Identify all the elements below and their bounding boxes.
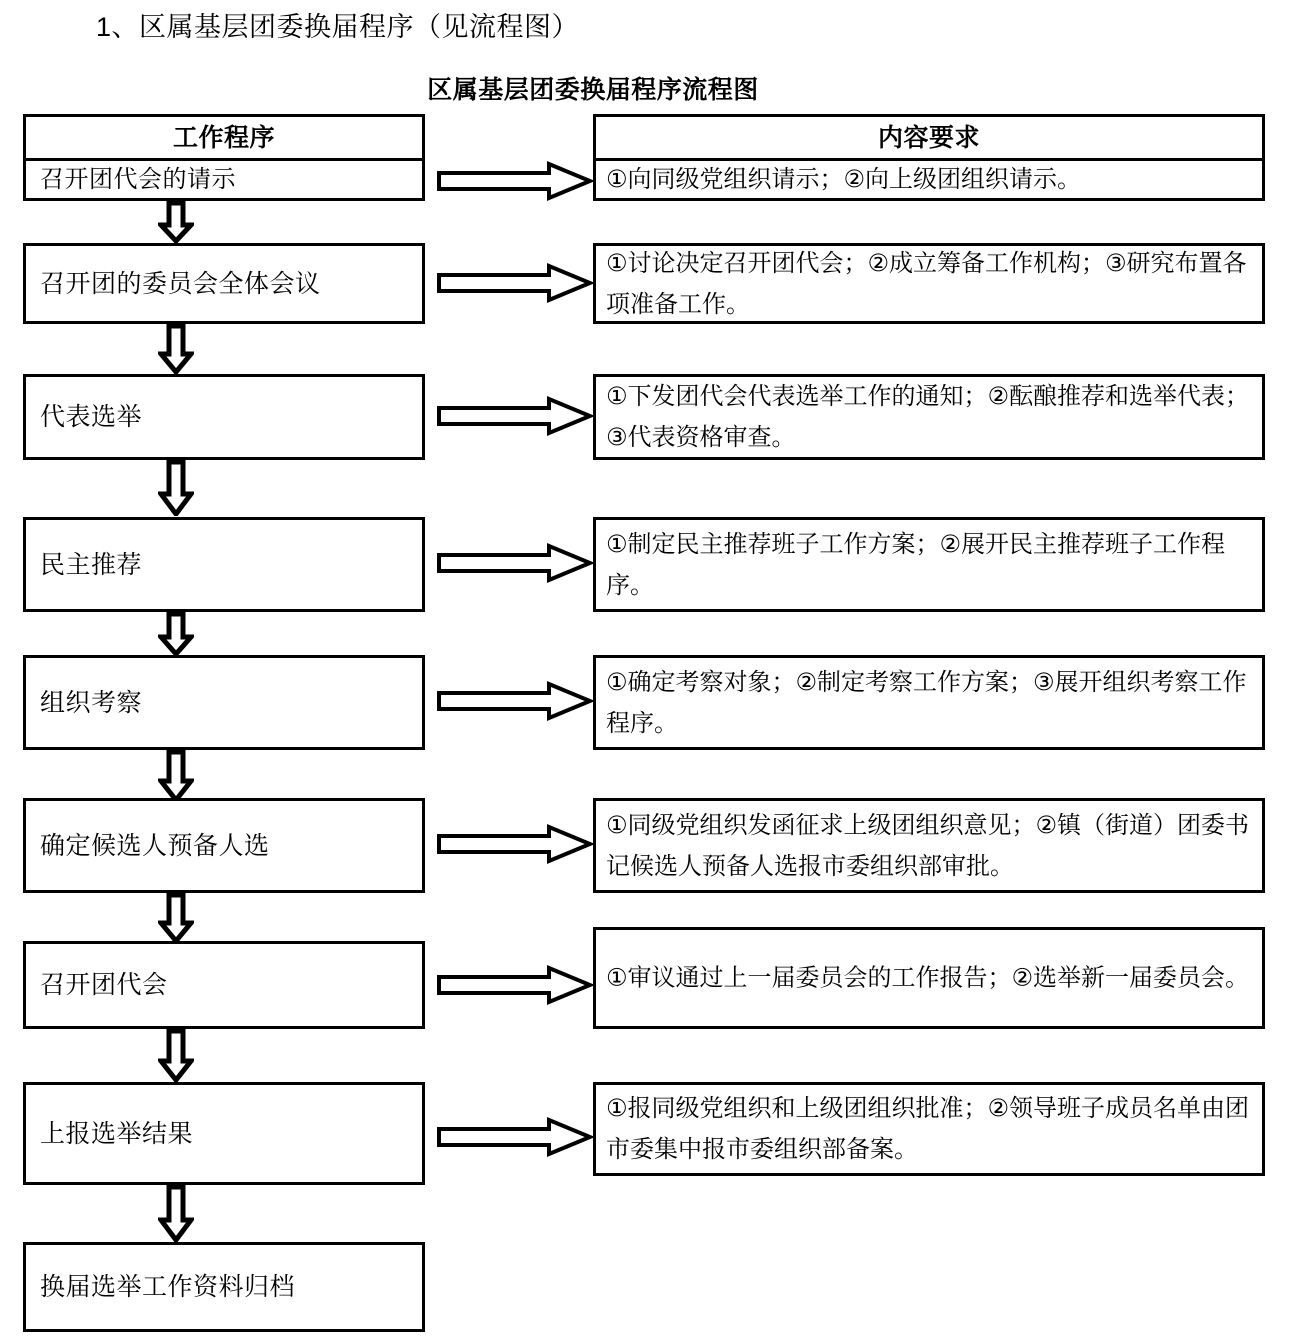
requirement-text-0: ①向同级党组织请示；②向上级团组织请示。 [606, 165, 1082, 193]
procedure-box-5 [23, 798, 425, 893]
requirement-text-4: ①确定考察对象；②制定考察工作方案；③展开组织考察工作程序。 [606, 668, 1247, 737]
requirement-box-6 [593, 927, 1265, 1029]
requirement-box-2 [593, 374, 1265, 460]
requirement-text-5: ①同级党组织发函征求上级团组织意见；②镇（街道）团委书记候选人预备人选报市委组织部审批。 [606, 811, 1250, 880]
requirement-text-1: ①讨论决定召开团代会；②成立筹备工作机构；③研究布置各项准备工作。 [606, 249, 1247, 318]
procedure-label-8: 换届选举工作资料归档 [40, 1273, 296, 1301]
procedure-box-7 [23, 1082, 425, 1185]
requirement-text-7: ①报同级党组织和上级团组织批准；②领导班子成员名单由团市委集中报市委组织部备案。 [606, 1095, 1250, 1163]
procedure-label-6: 召开团代会 [40, 971, 168, 999]
flow-arrow-right-2 [436, 396, 593, 436]
flow-arrow-down-3 [158, 612, 194, 656]
requirement-text-2: ①下发团代会代表选举工作的通知；②酝酿推荐和选举代表；③代表资格审查。 [606, 383, 1250, 451]
procedure-label-5: 确定候选人预备人选 [40, 831, 270, 860]
procedure-label-2: 代表选举 [40, 403, 143, 431]
flow-arrow-down-5 [158, 893, 194, 943]
document-heading: 1、区属基层团委换届程序（见流程图） [96, 12, 580, 42]
flow-arrow-right-7 [436, 1117, 593, 1157]
flow-arrow-right-1 [436, 263, 593, 303]
requirement-text-3: ①制定民主推荐班子工作方案；②展开民主推荐班子工作程序。 [606, 530, 1226, 599]
procedure-label-1: 召开团的委员会全体会议 [40, 269, 321, 298]
flow-arrow-right-6 [436, 965, 593, 1005]
procedure-box-6 [23, 941, 425, 1029]
requirement-box-5 [593, 798, 1265, 893]
flow-arrow-down-0 [158, 201, 194, 243]
procedure-label-3: 民主推荐 [40, 550, 143, 579]
column-header-requirement-label: 内容要求 [877, 123, 980, 152]
flow-arrow-right-5 [436, 824, 593, 864]
flow-arrow-right-4 [436, 681, 593, 721]
procedure-box-3 [23, 517, 425, 612]
column-header-procedure [23, 114, 425, 161]
procedure-box-0 [23, 161, 425, 201]
column-header-requirement [593, 114, 1265, 161]
flow-arrow-down-1 [158, 324, 194, 374]
flow-arrow-down-7 [158, 1185, 194, 1242]
column-header-procedure-label: 工作程序 [172, 123, 275, 152]
flow-arrow-down-4 [158, 750, 194, 802]
requirement-box-7 [593, 1082, 1265, 1176]
flowchart-title-text: 区属基层团委换届程序流程图 [427, 76, 759, 104]
procedure-label-4: 组织考察 [40, 688, 143, 717]
flow-arrow-right-0 [436, 161, 593, 201]
flow-arrow-right-3 [436, 543, 593, 583]
requirement-box-1 [593, 243, 1265, 324]
requirement-box-3 [593, 517, 1265, 612]
requirement-box-4 [593, 655, 1265, 750]
procedure-box-8 [23, 1242, 425, 1332]
procedure-label-7: 上报选举结果 [40, 1119, 194, 1148]
flowchart-title [0, 70, 1290, 106]
flow-arrow-down-2 [158, 460, 194, 516]
procedure-label-0: 召开团代会的请示 [40, 165, 236, 193]
flow-arrow-down-6 [158, 1029, 194, 1082]
procedure-box-4 [23, 655, 425, 750]
procedure-box-2 [23, 374, 425, 460]
requirement-box-0 [593, 161, 1265, 201]
requirement-text-6: ①审议通过上一届委员会的工作报告；②选举新一届委员会。 [606, 964, 1250, 992]
procedure-box-1 [23, 243, 425, 324]
